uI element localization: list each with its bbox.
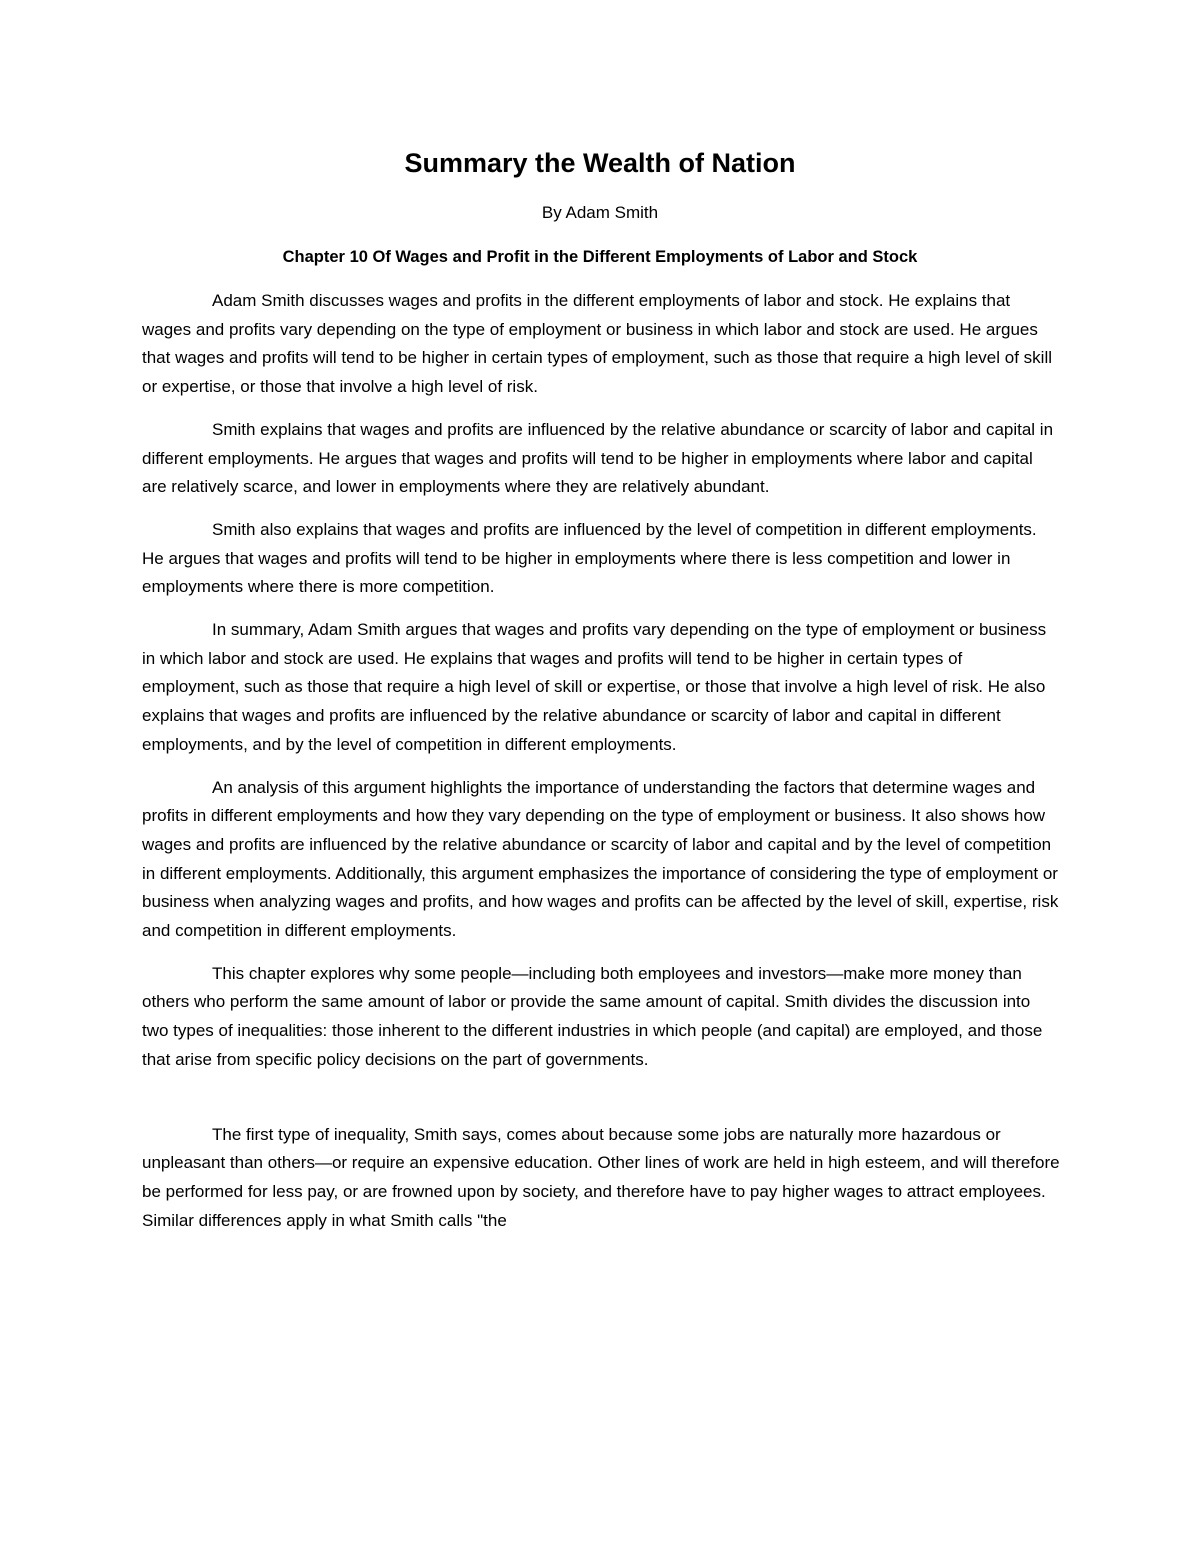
document-title: Summary the Wealth of Nation (404, 148, 796, 178)
body-paragraph: This chapter explores why some people—including both employees and investors—make more money than others who perform the same amount of labor or provide the same amount of capital. Smith divides the discussion into two types of inequalities: those inherent to the different industries in which people (and capital) are employed, and those that arise from specific policy decisions on the part of governments. (142, 963, 1043, 1069)
document-author: By Adam Smith (541, 203, 659, 222)
body-paragraph: An analysis of this argument highlights the importance of understanding the factors that determine wages and profits in different employments and how they vary depending on the type of employment or business. It also shows how wages and profits are influenced by the relative abundance or scarcity of labor and capital and by the level of competition in different employments. Additionally, this argument emphasizes the importance of considering the type of employment or business when analyzing wages and profits, and how wages and profits can be affected by the level of skill, expertise, risk and competition in different employments. (142, 777, 1059, 941)
body-paragraph: Smith explains that wages and profits are influenced by the relative abundance or scarcity of labor and capital in different employments. He argues that wages and profits will tend to be higher in employments where labor and capital are relatively scarce, and lower in employments where they are relatively abundant. (142, 419, 1054, 497)
body-paragraph: The first type of inequality, Smith says, comes about because some jobs are naturally more hazardous or unpleasant than others—or require an expensive education. Other lines of work are held in high esteem, and will therefore be performed for less pay, or are frowned upon by society, and therefore have to pay higher wages to attract employees. Similar differences apply in what Smith calls "the (142, 1124, 1060, 1230)
document-body (142, 287, 1060, 1249)
body-paragraph: Adam Smith discusses wages and profits in the different employments of labor and stock. He explains that wages and profits vary depending on the type of employment or business in which labor and stock are used. He argues that wages and profits will tend to be higher in certain types of employment, such as those that require a high level of skill or expertise, or those that involve a high level of risk. (142, 291, 1052, 397)
body-paragraph: Smith also explains that wages and profits are influenced by the level of competition in different employments. He argues that wages and profits will tend to be higher in employments where there is less competition and lower in employments where there is more competition. (142, 519, 1037, 597)
body-paragraph: In summary, Adam Smith argues that wages and profits vary depending on the type of employment or business in which labor and stock are used. He explains that wages and profits will tend to be higher in certain types of employment, such as those that require a high level of skill or expertise, or those that involve a high level of risk. He also explains that wages and profits are influenced by the relative abundance or scarcity of labor and capital in different employments, and by the level of competition in different employments. (142, 620, 1047, 754)
chapter-heading: Chapter 10 Of Wages and Profit in the Different Employments of Labor and Stock (282, 248, 918, 266)
